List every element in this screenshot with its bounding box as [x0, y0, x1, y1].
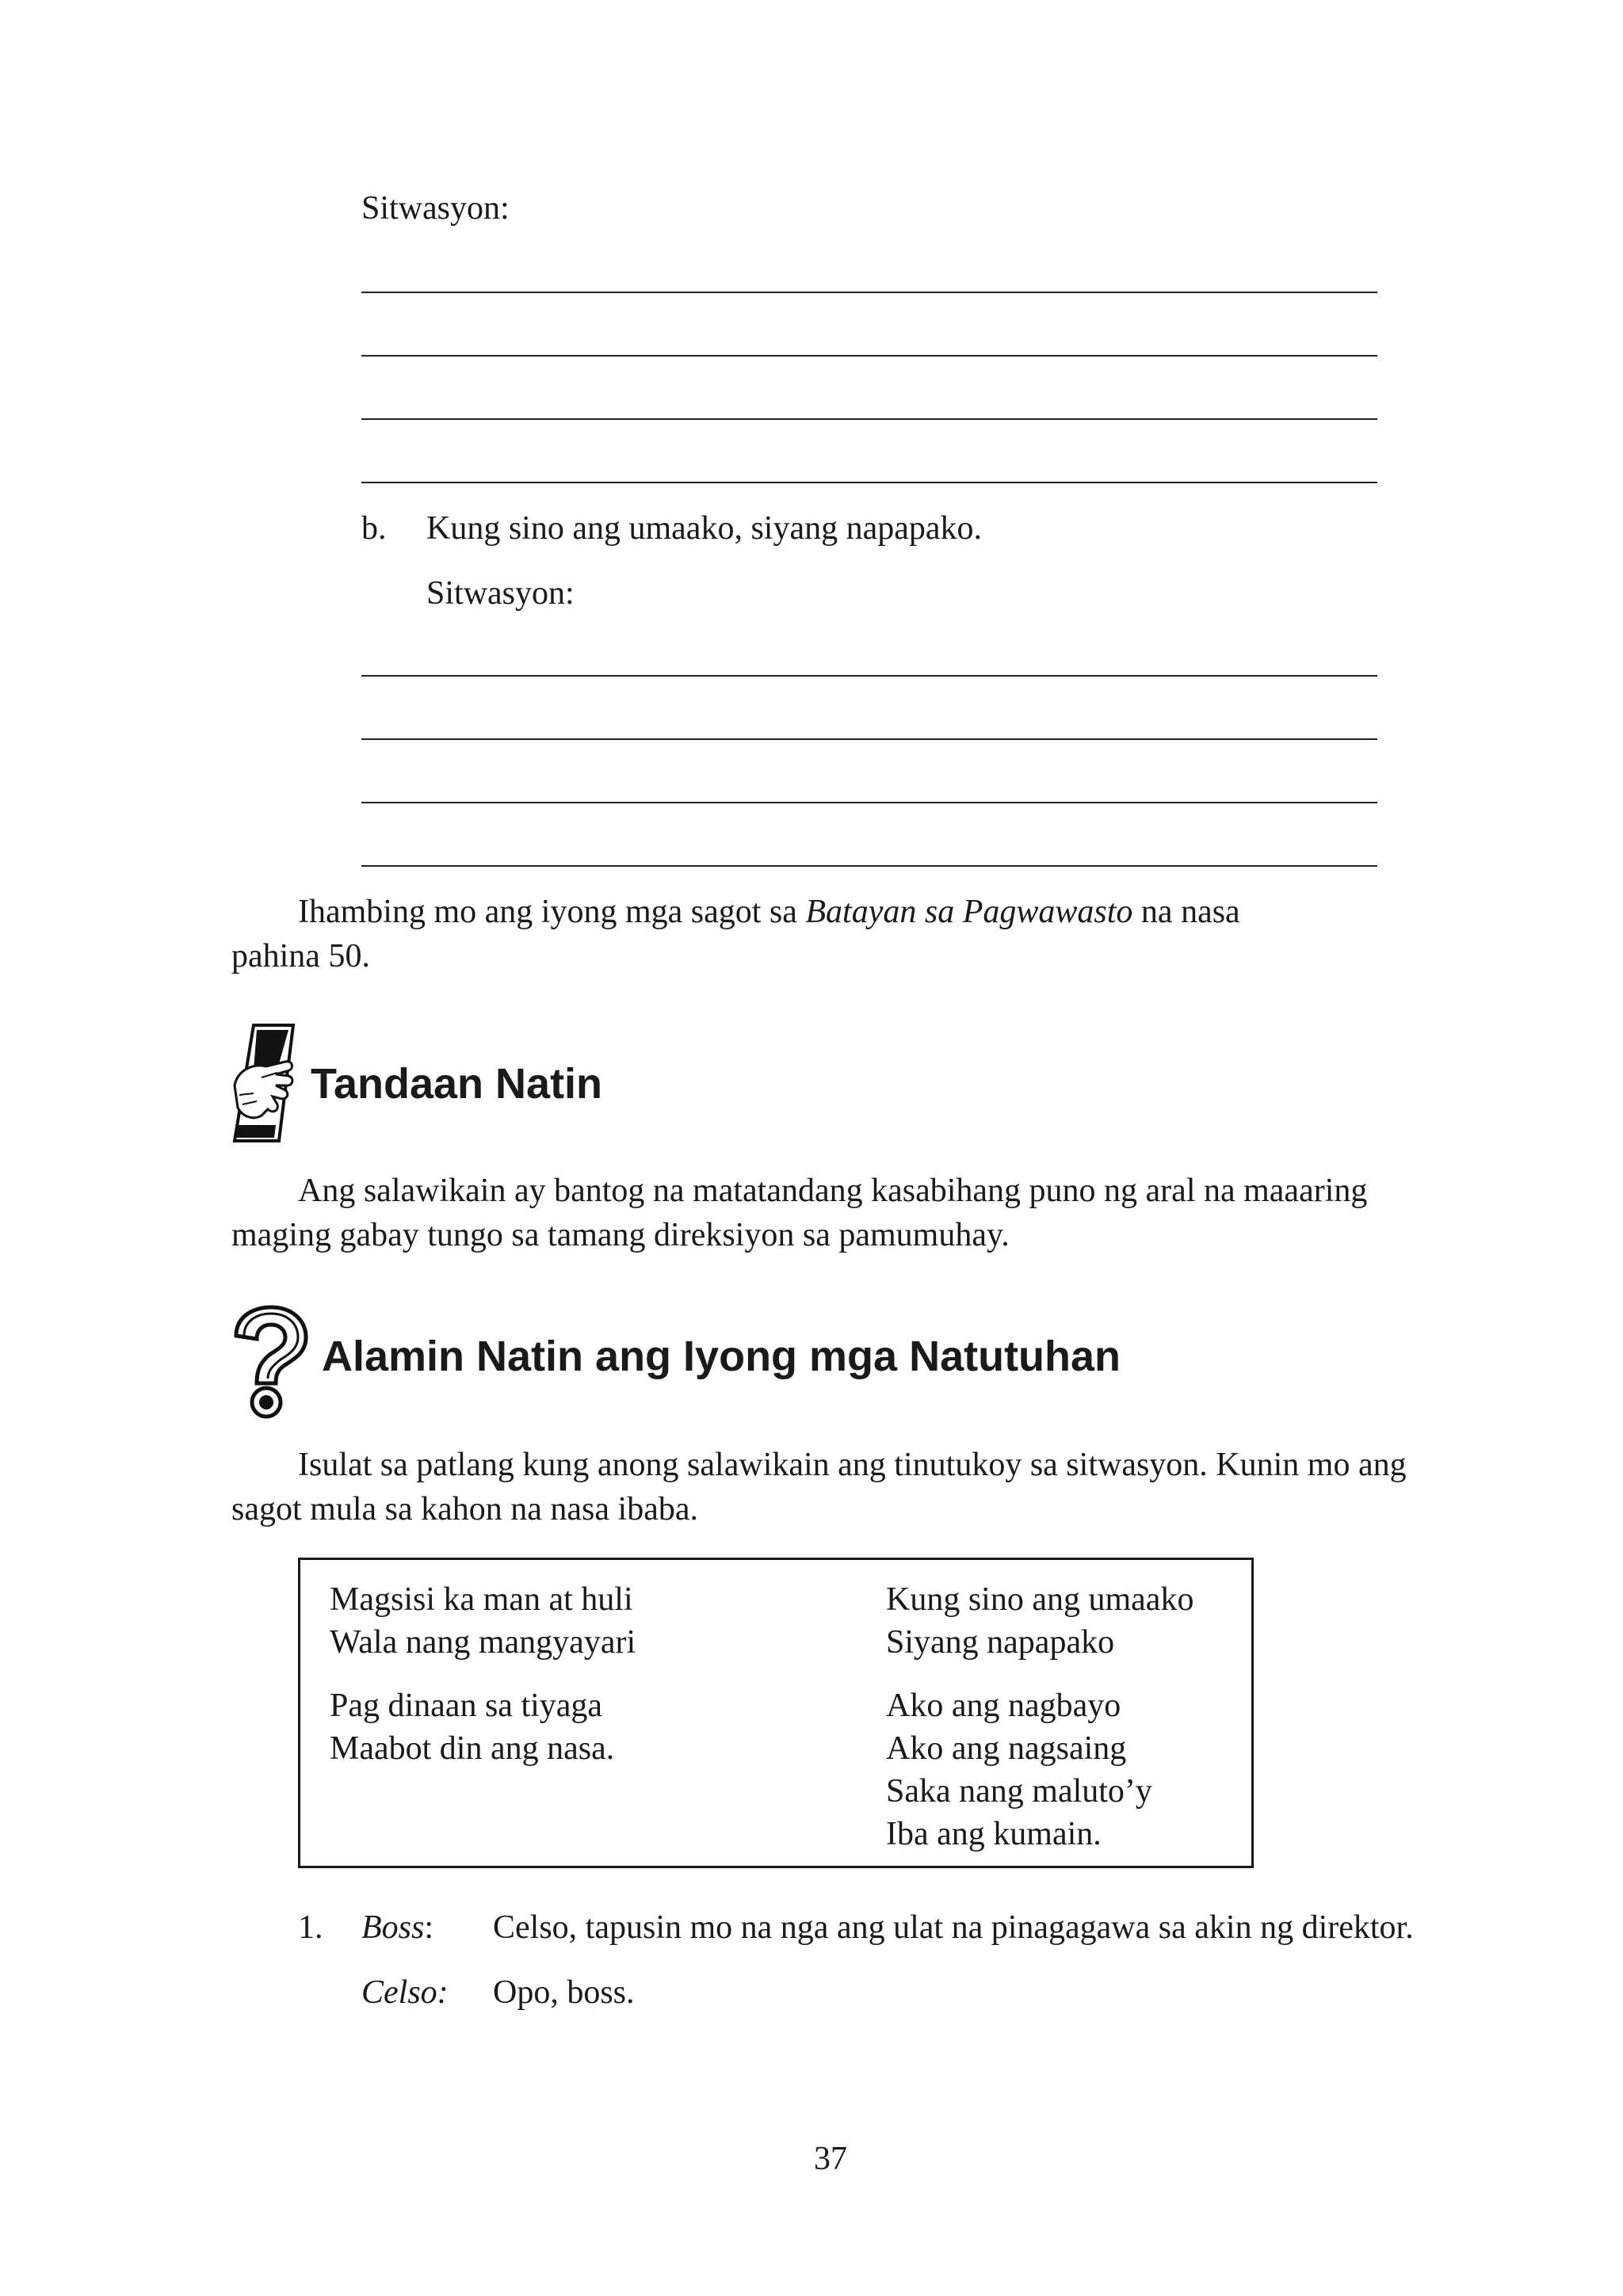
answer-line[interactable]: [361, 355, 1377, 357]
alamin-text-line2: sagot mula sa kahon na nasa ibaba.: [231, 1491, 698, 1527]
answer-line[interactable]: [361, 675, 1377, 677]
situation-label: Sitwasyon:: [426, 575, 575, 612]
tandaan-text-line2: maging gabay tungo sa tamang direksiyon sa pamumuhay.: [231, 1217, 1010, 1253]
speaker-name: Boss: [361, 1909, 425, 1946]
answer-key-title: Batayan sa Pagwawasto: [805, 894, 1133, 930]
answer-line[interactable]: [361, 738, 1377, 740]
choice-line: Wala nang mangyayari: [330, 1624, 636, 1661]
choice-line: Siyang napapako: [886, 1624, 1115, 1661]
choice-line: Iba ang kumain.: [886, 1816, 1102, 1852]
proverb-text: Kung sino ang umaako, siyang napapako.: [426, 510, 983, 547]
dialogue-text: Opo, boss.: [493, 1974, 635, 2011]
answer-line[interactable]: [361, 802, 1377, 803]
choice-line: Maabot din ang nasa.: [330, 1730, 615, 1767]
choice-line: Ako ang nagsaing: [886, 1730, 1127, 1767]
answer-line[interactable]: [361, 865, 1377, 867]
compare-note-line2: pahina 50.: [231, 938, 370, 974]
speaker-colon: :: [424, 1909, 434, 1946]
tandaan-text-line1: Ang salawikain ay bantog na matatandang kasabihang puno ng aral na maaaring: [298, 1173, 1368, 1209]
dialogue-text: Celso, tapusin mo na nga ang ulat na pinagagawa sa akin ng direktor.: [493, 1909, 1414, 1946]
choice-line: Kung sino ang umaako: [886, 1581, 1194, 1618]
item-letter: b.: [361, 510, 387, 547]
choice-line: Ako ang nagbayo: [886, 1688, 1121, 1724]
section-title-tandaan: Tandaan Natin: [311, 1060, 603, 1108]
answer-line[interactable]: [361, 482, 1377, 483]
choice-line: Pag dinaan sa tiyaga: [330, 1688, 603, 1724]
situation-label: Sitwasyon:: [361, 190, 510, 227]
question-mark-icon: [228, 1304, 311, 1421]
compare-note-text: Ihambing mo ang iyong mga sagot sa: [298, 894, 806, 930]
choice-line: Saka nang maluto’y: [886, 1773, 1152, 1810]
speaker-name: Celso:: [361, 1974, 449, 2011]
page-number: 37: [814, 2141, 847, 2177]
speaker-label: [361, 1906, 433, 1949]
hand-pointing-icon: [230, 1022, 298, 1146]
answer-line[interactable]: [361, 418, 1377, 420]
compare-note-line1: [298, 891, 1240, 933]
alamin-text-line1: Isulat sa patlang kung anong salawikain ang tinutukoy sa sitwasyon. Kunin mo ang: [298, 1447, 1407, 1483]
compare-note-text: na nasa: [1132, 894, 1240, 930]
answer-line[interactable]: [361, 292, 1377, 293]
item-number: 1.: [298, 1909, 323, 1946]
choice-line: Magsisi ka man at huli: [330, 1581, 633, 1618]
section-title-alamin: Alamin Natin ang Iyong mga Natutuhan: [322, 1333, 1121, 1380]
